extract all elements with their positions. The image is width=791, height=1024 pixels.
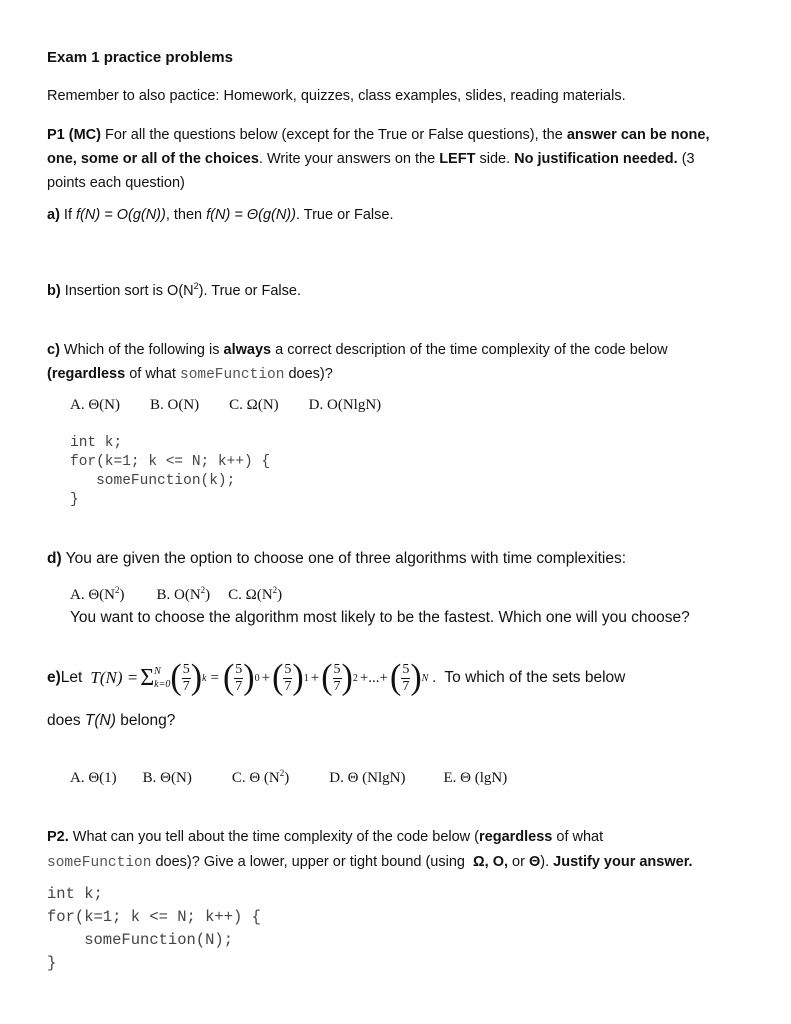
question-d: d) You are given the option to choose one of three algorithms with time complexities: <box>47 550 626 567</box>
question-c-options <box>70 397 417 414</box>
question-c: c) Which of the following is always a correct description of the time complexity of the code below (regardless of what someFunction does)? <box>47 342 668 383</box>
question-e-label: e) <box>47 669 61 686</box>
option-e-e: E. Θ (lgN) <box>443 770 508 786</box>
summation: Σ N k=0 <box>140 664 171 691</box>
question-e-line2: does T(N) belong? <box>47 712 176 729</box>
option-c-d: D. O(NlgN) <box>308 397 382 413</box>
question-b-label: b) <box>47 282 61 299</box>
option-e-d: D. Θ (NlgN) <box>329 770 406 786</box>
p1-label: P1 (MC) <box>47 127 101 143</box>
code-line: someFunction(k); <box>70 473 236 489</box>
p1-intro: P1 (MC) For all the questions below (except for the True or False questions), the answer can be none, one, some or all of the choices. Write your answers on the LEFT side. No justification needed. (3 points each question) <box>47 127 710 191</box>
question-c-label: c) <box>47 342 60 358</box>
option-c-a: A. Θ(N) <box>70 397 120 413</box>
code-line: } <box>47 954 57 972</box>
code-block-p2 <box>47 883 261 975</box>
p2-text: P2. What can you tell about the time complexity of the code below (regardless of what someFunction does)? Give a lower, upper or tight bound (using Ω, O, or Θ). Justify your answer. <box>47 829 693 871</box>
question-e-options <box>70 768 507 787</box>
option-e-a: A. Θ(1) <box>70 770 117 786</box>
code-line: } <box>70 492 79 508</box>
question-d-prompt: You want to choose the algorithm most likely to be the fastest. Which one will you choose? <box>70 609 690 626</box>
option-c-c: C. Ω(N) <box>229 397 279 413</box>
page-title: Exam 1 practice problems <box>47 49 233 66</box>
code-line: int k; <box>47 885 103 903</box>
code-line: for(k=1; k <= N; k++) { <box>70 454 271 470</box>
option-e-c: C. Θ $(N^2)$ <box>231 768 290 786</box>
question-b: b) Insertion sort is $O(N^2)$. True or False. <box>47 281 301 299</box>
p2-label: P2. <box>47 829 69 845</box>
option-c-b: B. O(N) <box>150 397 200 413</box>
option-d-c: C. $\Omega(N^2)$ <box>228 585 283 603</box>
code-line: someFunction(N); <box>47 931 234 949</box>
option-d-a: A. $\Theta(N^2)$ <box>70 585 125 603</box>
code-line: int k; <box>70 435 123 451</box>
code-block-c <box>70 434 270 510</box>
question-d-options <box>70 585 282 604</box>
option-d-b: B. $O(N^2)$ <box>156 585 211 603</box>
reminder-text: Remember to also pactice: Homework, quizzes, class examples, slides, reading materials. <box>47 88 626 104</box>
code-line: for(k=1; k <= N; k++) { <box>47 908 261 926</box>
option-e-b: B. Θ(N) <box>142 770 192 786</box>
question-d-label: d) <box>47 550 62 567</box>
question-e: e) Let T(N) = Σ N k=0 ( $\frac{5}{7}$ ) k = ( $\frac{5}{7}$ ) 0 + ( $\frac{5}{7}$ ) 1 + ( $\frac{5}{7}$ ) 2 +...+ ( $\frac{5}{7}$ ) N . To which of the sets below <box>47 658 626 697</box>
question-a-label: a) <box>47 207 60 223</box>
question-a: a) If f(N) = O(g(N)), then f(N) = Θ(g(N)). True or False. <box>47 207 394 223</box>
